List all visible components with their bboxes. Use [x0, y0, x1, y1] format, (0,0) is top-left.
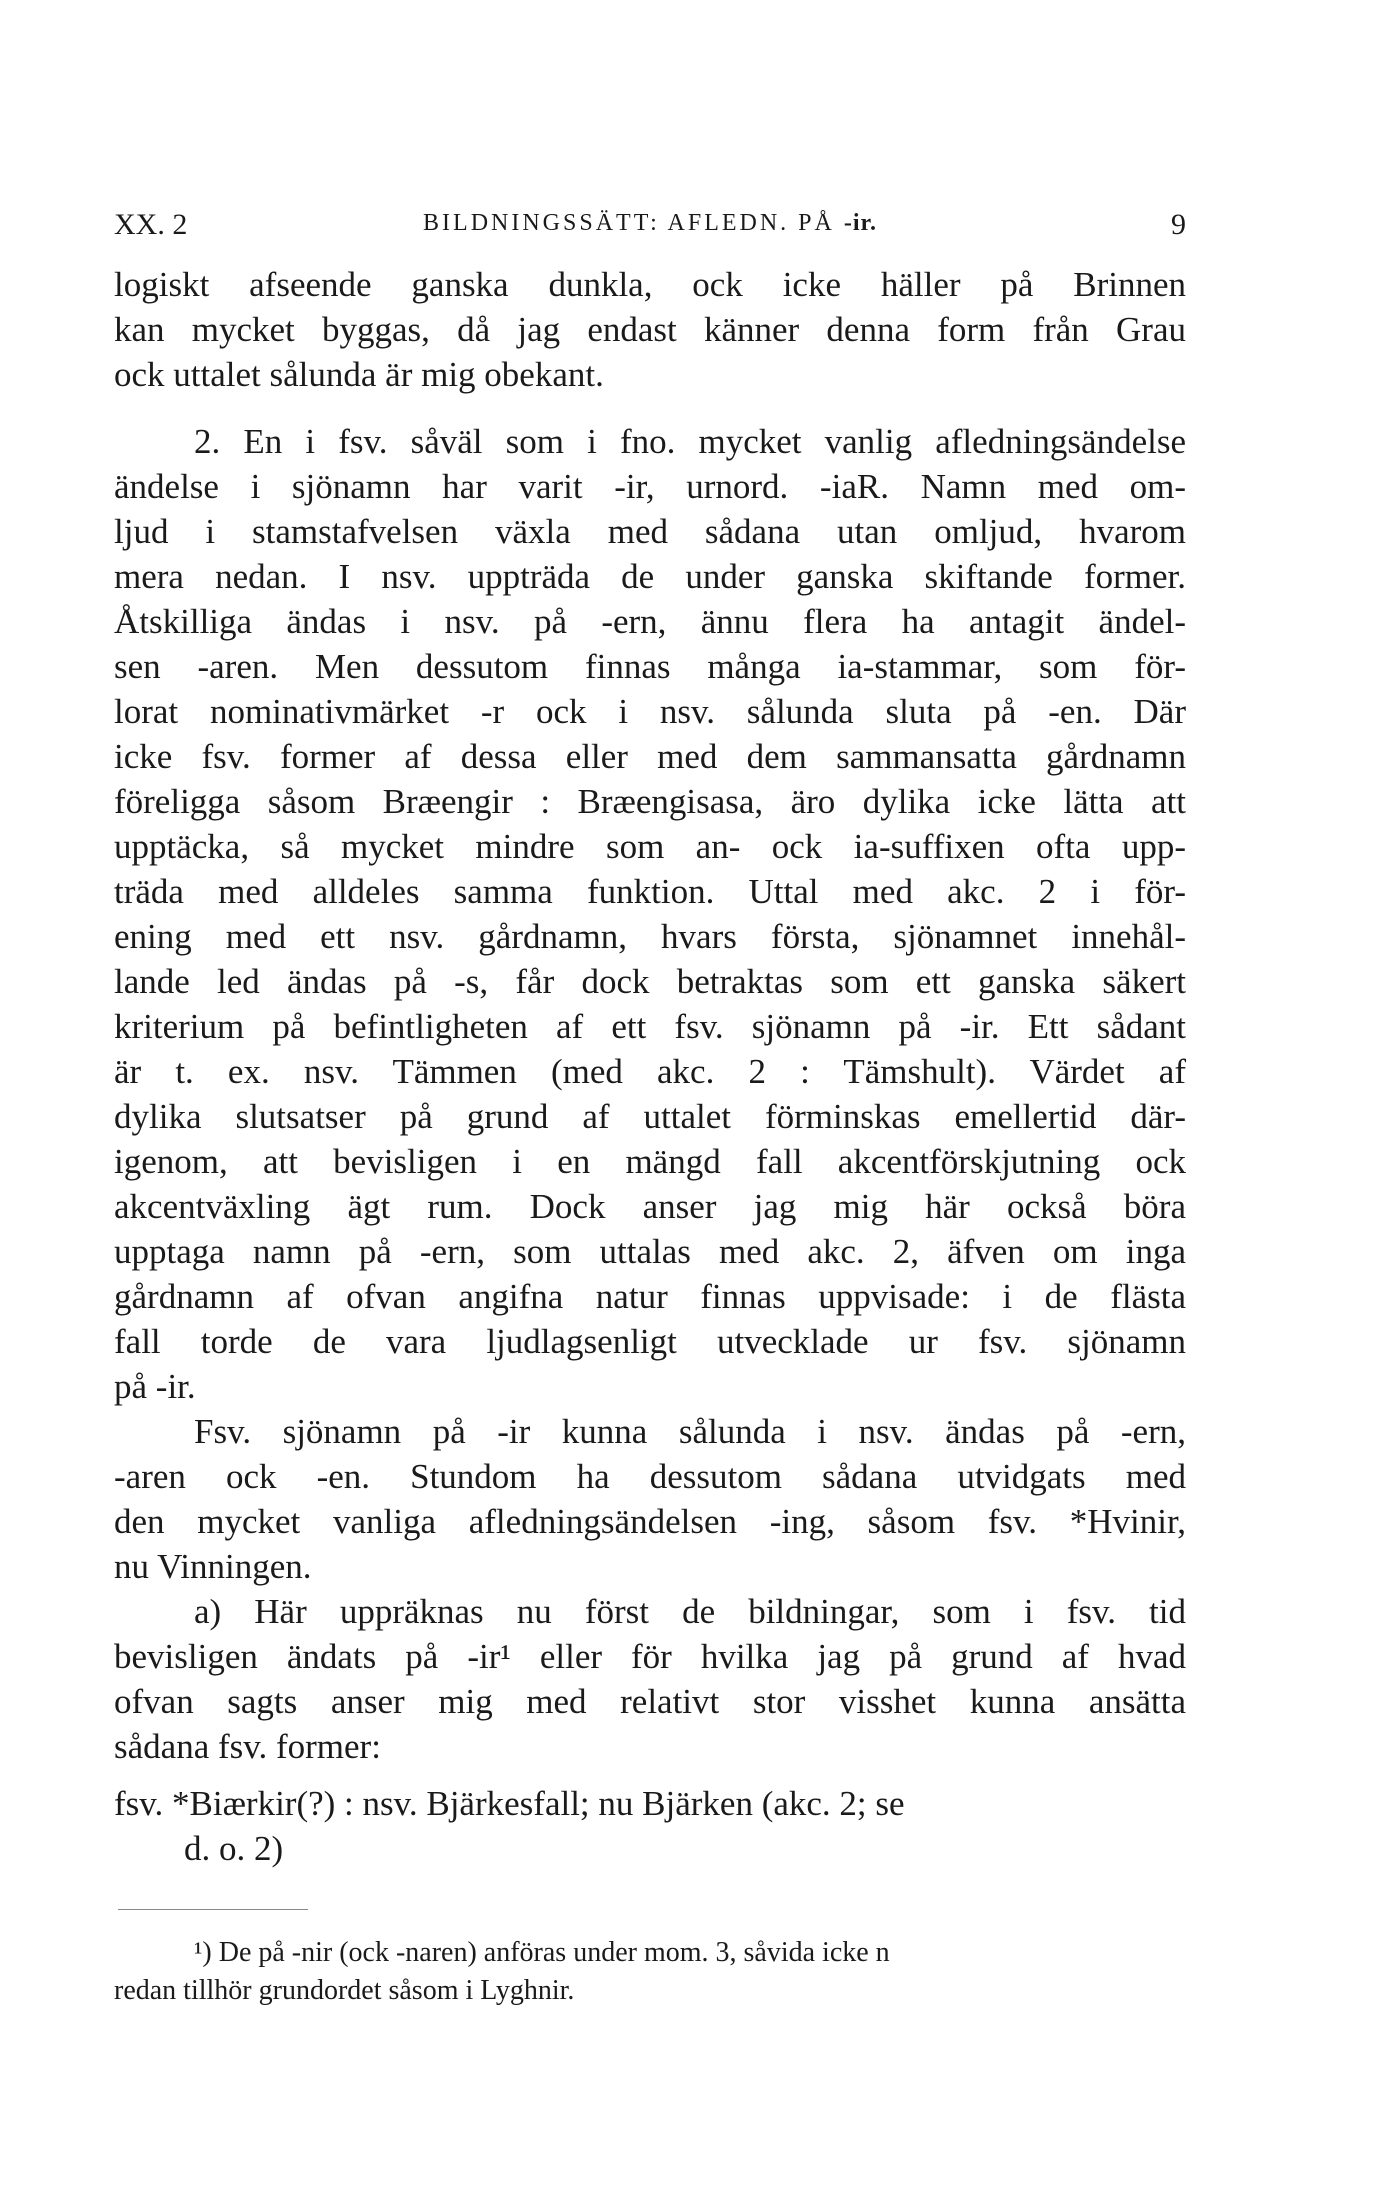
text-line: upptaga namn på -ern, som uttalas med akc. 2, äfven om inga [114, 1232, 1186, 1271]
text-line: icke fsv. former af dessa eller med dem sammansatta gårdnamn [114, 737, 1186, 776]
body-text [114, 262, 1186, 2010]
text-line: lorat nominativmärket -r ock i nsv. sålunda sluta på -en. Där [114, 692, 1186, 731]
text-line: sen -aren. Men dessutom finnas många ia-stammar, som för- [114, 647, 1186, 686]
text-line: kan mycket byggas, då jag endast känner denna form från Grau [114, 310, 1186, 349]
footnote-divider [118, 1909, 308, 1910]
text-line: logiskt afseende ganska dunkla, ock icke häller på Brinnen [114, 265, 1186, 304]
text-line: Fsv. sjönamn på -ir kunna sålunda i nsv. ändas på -ern, [194, 1412, 1186, 1451]
text-line: Åtskilliga ändas i nsv. på -ern, ännu flera ha antagit ändel- [114, 602, 1186, 641]
footnote-line: ¹) De på -nir (ock -naren) anföras under mom. 3, såvida icke n [194, 1937, 890, 1968]
text-line: bevisligen ändats på -ir¹ eller för hvilka jag på grund af hvad [114, 1637, 1186, 1676]
text-line: träda med alldeles samma funktion. Uttal med akc. 2 i för- [114, 872, 1186, 911]
chapter-number: XX. 2 [114, 208, 188, 241]
entry-line: fsv. *Biærkir(?) : nsv. Bjärkesfall; nu Bjärken (akc. 2; se [114, 1784, 905, 1823]
entry-line: d. o. 2) [184, 1829, 284, 1868]
text-line: ändelse i sjönamn har varit -ir, urnord. -iaR. Namn med om- [114, 467, 1186, 506]
name-entry [114, 1781, 1186, 1871]
text-line: upptäcka, så mycket mindre som an- ock ia-suffixen ofta upp- [114, 827, 1186, 866]
text-line: akcentväxling ägt rum. Dock anser jag mig här också böra [114, 1187, 1186, 1226]
text-line: dylika slutsatser på grund af uttalet förminskas emellertid där- [114, 1097, 1186, 1136]
running-header [114, 208, 1186, 252]
text-line: a) Här uppräknas nu först de bildningar, som i fsv. tid [194, 1592, 1186, 1631]
text-line: ofvan sagts anser mig med relativt stor visshet kunna ansätta [114, 1682, 1186, 1721]
text-line: gårdnamn af ofvan angifna natur finnas uppvisade: i de flästa [114, 1277, 1186, 1316]
text-line: på -ir. [114, 1367, 196, 1406]
text-line: -aren ock -en. Stundom ha dessutom sådana utvidgats med [114, 1457, 1186, 1496]
text-line: fall torde de vara ljudlagsenligt utvecklade ur fsv. sjönamn [114, 1322, 1186, 1361]
text-line: föreligga såsom Bræengir : Bræengisasa, äro dylika icke lätta att [114, 782, 1186, 821]
text-line: ljud i stamstafvelsen växla med sådana utan omljud, hvarom [114, 512, 1186, 551]
text-line: ock uttalet sålunda är mig obekant. [114, 355, 604, 394]
text-line: lande led ändas på -s, får dock betraktas som ett ganska säkert [114, 962, 1186, 1001]
text-line: kriterium på befintligheten af ett fsv. sjönamn på -ir. Ett sådant [114, 1007, 1186, 1046]
text-line: 2. En i fsv. såväl som i fno. mycket vanlig afledningsändelse [194, 422, 1186, 461]
text-line: ening med ett nsv. gårdnamn, hvars första, sjönamnet innehål- [114, 917, 1186, 956]
text-line: sådana fsv. former: [114, 1727, 381, 1766]
footnote-line: redan tillhör grundordet såsom i Lyghnir. [114, 1975, 575, 2006]
text-line: den mycket vanliga afledningsändelsen -ing, såsom fsv. *Hvinir, [114, 1502, 1186, 1541]
text-line: nu Vinningen. [114, 1547, 312, 1586]
running-title: BILDNINGSSÄTT: AFLEDN. PÅ -ir. [423, 210, 877, 236]
page-number: 9 [1171, 208, 1186, 241]
text-line: är t. ex. nsv. Tämmen (med akc. 2 : Tämshult). Värdet af [114, 1052, 1186, 1091]
footnote [114, 1934, 1186, 2010]
text-line: mera nedan. I nsv. uppträda de under ganska skiftande former. [114, 557, 1186, 596]
text-line: igenom, att bevisligen i en mängd fall akcentförskjutning ock [114, 1142, 1186, 1181]
